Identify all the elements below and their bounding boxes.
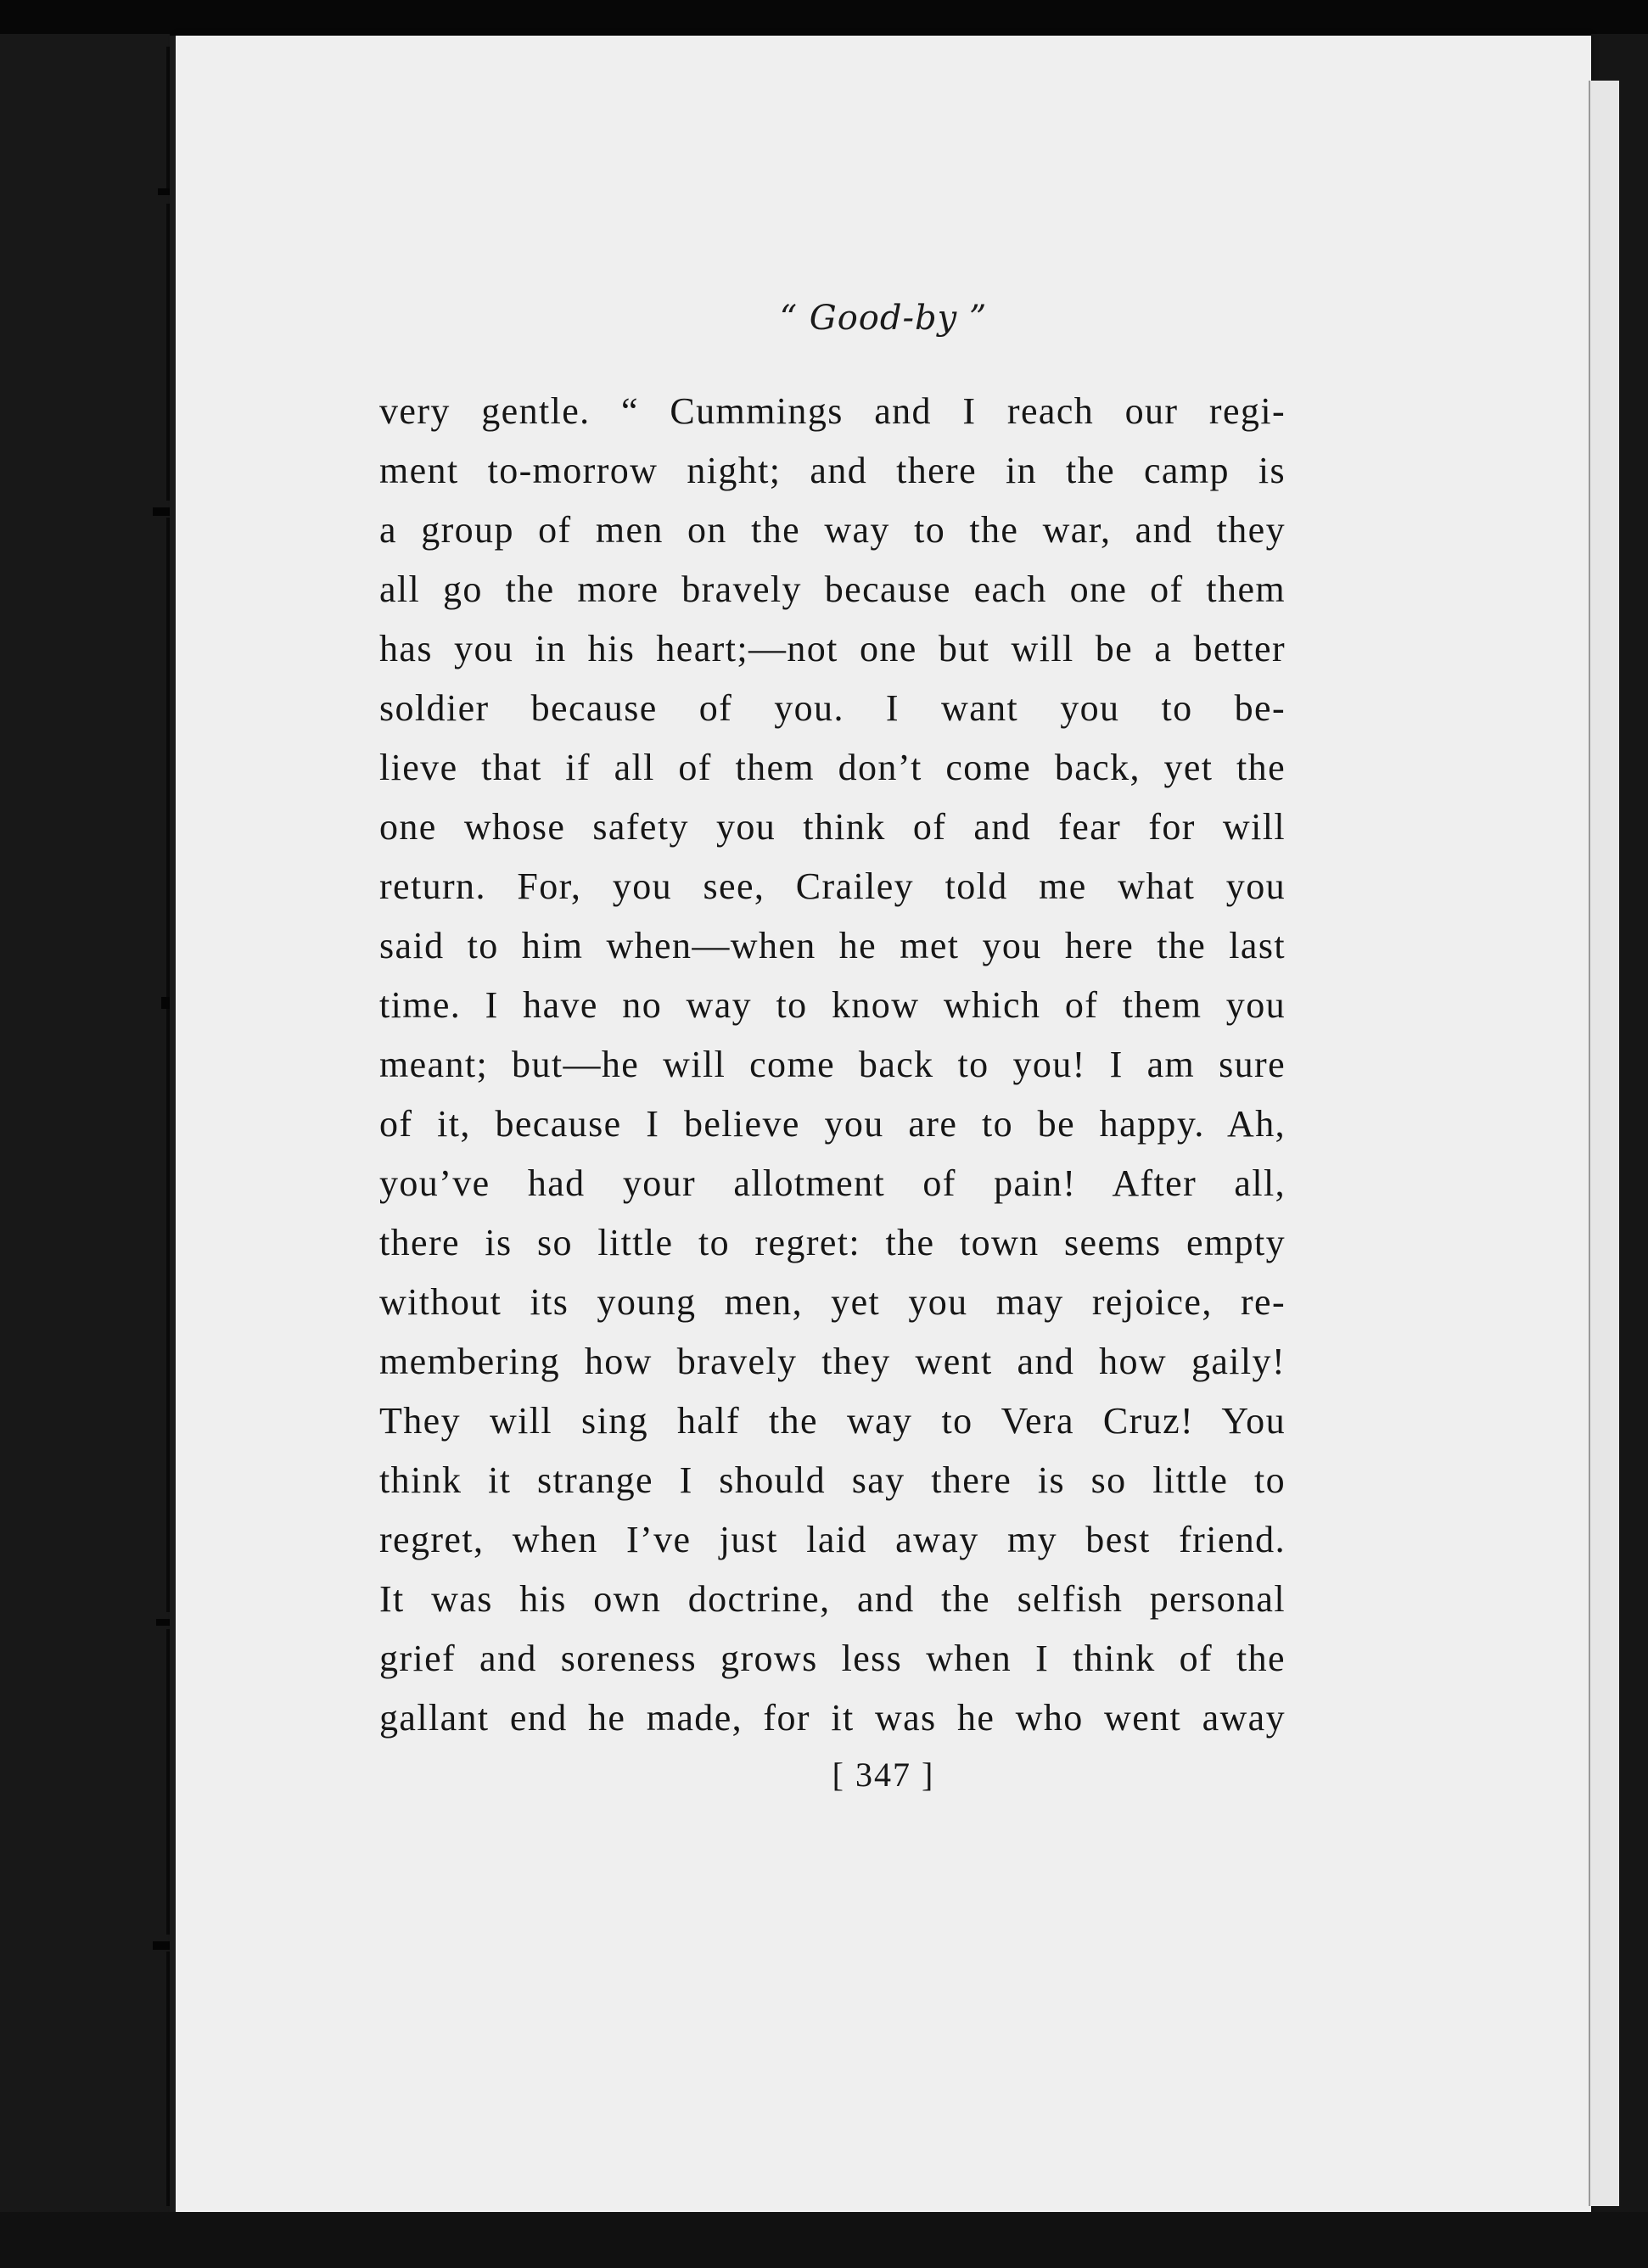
bottom-scan-border [0, 2212, 1648, 2268]
running-head: “ Good-by ” [779, 299, 988, 338]
left-scan-border [0, 34, 170, 2232]
text-line: has you in his heart;—not one but will be a better [379, 628, 1286, 669]
page-gutter-edge [170, 36, 176, 2212]
text-line: of it, because I believe you are to be happy. Ah, [379, 1103, 1286, 1145]
text-line: return. For, you see, Crailey told me what you [379, 865, 1286, 907]
text-line: They will sing half the way to Vera Cruz! You [379, 1400, 1286, 1442]
text-line: think it strange I should say there is so little to [379, 1459, 1286, 1501]
text-line: you’ve had your allotment of pain! After all, [379, 1162, 1286, 1204]
text-line: one whose safety you think of and fear for will [379, 806, 1286, 848]
text-line: a group of men on the way to the war, and they [379, 509, 1286, 551]
text-line: grief and soreness grows less when I think of the [379, 1638, 1286, 1679]
text-line: regret, when I’ve just laid away my best friend. [379, 1519, 1286, 1560]
text-line: there is so little to regret: the town seems empty [379, 1222, 1286, 1263]
text-line: very gentle. “ Cummings and I reach our regi- [379, 390, 1286, 432]
text-line: membering how bravely they went and how gaily! [379, 1341, 1286, 1382]
text-line: ment to-morrow night; and there in the camp is [379, 450, 1286, 491]
text-line: gallant end he made, for it was he who went away [379, 1697, 1286, 1739]
text-line: It was his own doctrine, and the selfish personal [379, 1578, 1286, 1620]
text-line: without its young men, yet you may rejoice, re- [379, 1281, 1286, 1323]
page-fore-edge [1589, 81, 1619, 2206]
text-line: all go the more bravely because each one of them [379, 568, 1286, 610]
text-line: lieve that if all of them don’t come back, yet the [379, 747, 1286, 788]
text-line: soldier because of you. I want you to be- [379, 687, 1286, 729]
text-line: said to him when—when he met you here the last [379, 925, 1286, 966]
text-line: time. I have no way to know which of them you [379, 984, 1286, 1026]
text-line: meant; but—he will come back to you! I am sure [379, 1044, 1286, 1085]
body-text [379, 382, 1286, 1748]
page-number: [ 347 ] [832, 1756, 935, 1794]
